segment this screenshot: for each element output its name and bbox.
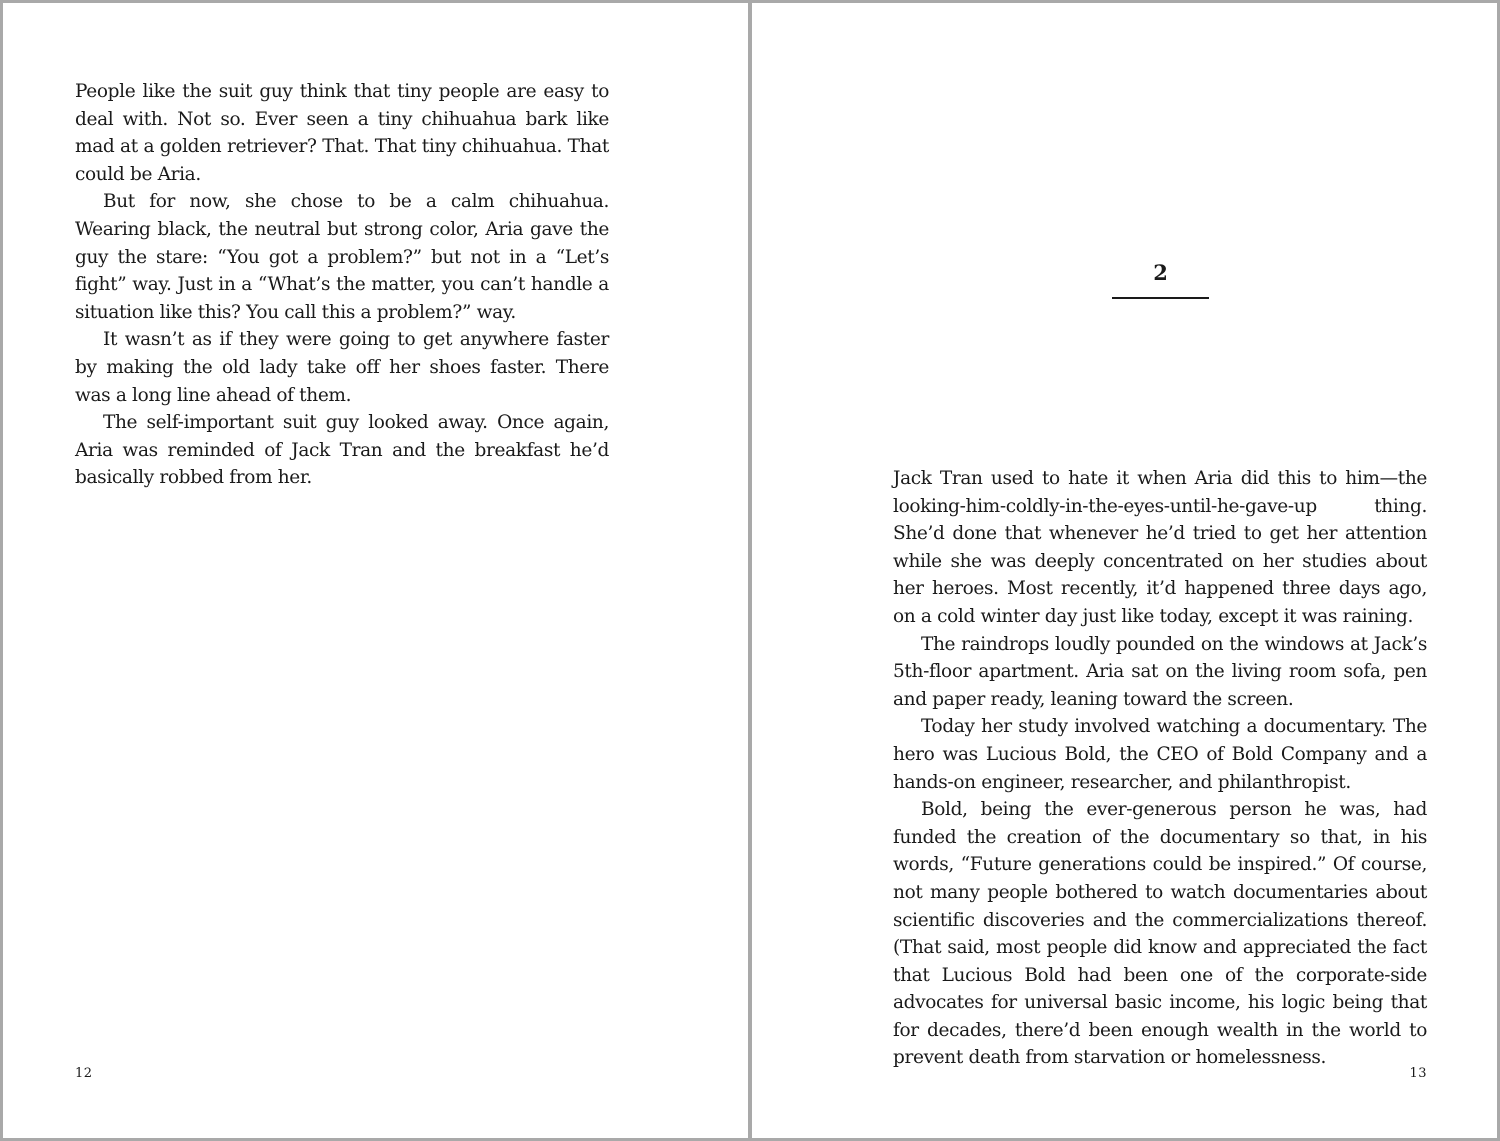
paragraph: Jack Tran used to hate it when Aria did this to him—the looking-him-coldly-in-the-eyes-until-he-gave-up thing. She’d done that whenever he’d tried to get her attention while she was deeply concentrated on her studies about her heroes. Most recently, it’d happened three days ago, on a cold winter day just like today, except it was raining. — [893, 468, 1427, 627]
paragraph: Bold, being the ever-generous person he was, had funded the creation of the documentary so that, in his words, “Future generations could be inspired.” Of course, not many people bothered to watch documentaries about scientific discoveries and the commercializations thereof. (That said, most people did know and appreciated the fact that Lucious Bold had been one of the corporate-side advocates for universal basic income, his logic being that for decades, there’d been enough wealth in the world to prevent death from starvation or homelessness. — [893, 799, 1427, 1069]
right-page — [752, 3, 1497, 1138]
right-page-body — [893, 465, 1427, 1072]
chapter-rule — [1112, 297, 1209, 299]
left-page-body — [75, 78, 609, 492]
page-number: 12 — [75, 1066, 93, 1081]
paragraph: People like the suit guy think that tiny people are easy to deal with. Not so. Ever seen a tiny chihuahua bark like mad at a golden retriever? That. That tiny chihuahua. That could be Aria. — [75, 81, 609, 185]
left-page — [3, 3, 748, 1138]
paragraph: But for now, she chose to be a calm chihuahua. Wearing black, the neutral but strong color, Aria gave the guy the stare: “You got a problem?” but not in a “Let’s fight” way. Just in a “What’s the matter, you can’t handle a situation like this? You call this a problem?” way. — [75, 191, 609, 323]
page-number: 13 — [1409, 1066, 1427, 1081]
paragraph: The self-important suit guy looked away. Once again, Aria was reminded of Jack Tran and the breakfast he’d basically robbed from her. — [75, 412, 609, 489]
paragraph: It wasn’t as if they were going to get anywhere faster by making the old lady take off her shoes faster. There was a long line ahead of them. — [75, 329, 609, 406]
paragraph: The raindrops loudly pounded on the windows at Jack’s 5th-floor apartment. Aria sat on the living room sofa, pen and paper ready, leaning toward the screen. — [893, 633, 1427, 710]
chapter-number: 2 — [1153, 260, 1168, 285]
paragraph: Today her study involved watching a documentary. The hero was Lucious Bold, the CEO of Bold Company and a hands-on engineer, researcher, and philanthropist. — [893, 716, 1427, 793]
